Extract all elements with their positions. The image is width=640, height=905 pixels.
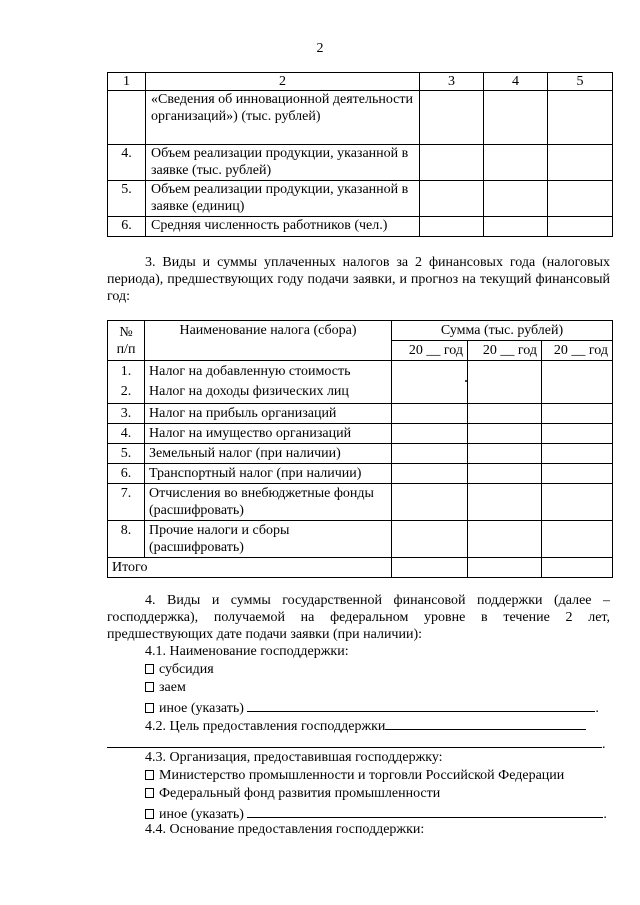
row-number: 5.: [108, 181, 146, 217]
table-row: [108, 444, 613, 464]
value-cell[interactable]: [392, 444, 468, 464]
value-cell[interactable]: [484, 181, 548, 217]
header-cell: 1: [108, 73, 146, 91]
value-cell[interactable]: [542, 444, 613, 464]
row-number: 4.: [108, 145, 146, 181]
option-label: иное (указать): [159, 807, 244, 822]
row-number: 4.: [108, 424, 145, 444]
value-cell[interactable]: [542, 361, 613, 404]
checkbox-icon[interactable]: [145, 788, 154, 798]
table-header-row: [108, 73, 613, 91]
table-row: [108, 404, 613, 424]
option-label: субсидия: [159, 662, 214, 677]
tax-name-2: Налог на доходы физических лиц: [149, 384, 349, 399]
option-label: иное (указать): [159, 701, 244, 716]
option-label: Федеральный фонд развития промышленности: [159, 786, 441, 801]
checkbox-icon[interactable]: [145, 682, 154, 692]
value-cell[interactable]: [420, 217, 484, 237]
period: .: [602, 737, 606, 752]
purpose-input-blank-2[interactable]: [107, 733, 602, 748]
header-cell: 5: [548, 73, 613, 91]
page-number: 2: [316, 41, 324, 56]
value-cell[interactable]: [542, 424, 613, 444]
option-label: заем: [159, 680, 186, 695]
row-name: Отчисления во внебюджетные фонды (расшифровать): [145, 484, 392, 521]
value-cell[interactable]: [392, 521, 468, 558]
section-4-paragraph: 4. Виды и суммы государственной финансовой поддержки (далее – господдержка), получаемой на федеральном уровне в течение 2 лет, предшествующих дате подачи заявки (при наличии):: [107, 593, 610, 642]
value-cell[interactable]: [484, 145, 548, 181]
option-fund[interactable]: [145, 785, 640, 802]
row-name: Налог на имущество организаций: [145, 424, 392, 444]
header-cell: 3: [420, 73, 484, 91]
value-cell[interactable]: [392, 464, 468, 484]
value-cell[interactable]: [468, 444, 542, 464]
option-loan[interactable]: [145, 679, 640, 696]
value-cell[interactable]: [468, 464, 542, 484]
value-cell[interactable]: [542, 558, 613, 578]
row-number-2: 2.: [120, 384, 132, 399]
checkbox-icon[interactable]: [145, 809, 154, 819]
year-header: 20 __ год: [468, 341, 542, 361]
row-name: Транспортный налог (при наличии): [145, 464, 392, 484]
row-name: [145, 361, 392, 404]
value-cell[interactable]: [548, 145, 613, 181]
dot-mark: [465, 380, 467, 382]
taxes-table: [107, 320, 613, 578]
purpose-input-blank[interactable]: [385, 715, 586, 730]
value-cell[interactable]: [468, 361, 542, 404]
value-cell[interactable]: [484, 91, 548, 145]
indicators-table-continued: [107, 72, 613, 237]
table-row: [108, 217, 613, 237]
table-row: [108, 91, 613, 145]
row-number: 6.: [108, 464, 145, 484]
column-header-tax-name: Наименование налога (сбора): [145, 321, 392, 361]
value-cell[interactable]: [542, 464, 613, 484]
table-row: [108, 464, 613, 484]
value-cell[interactable]: [468, 484, 542, 521]
section-4-2-title: 4.2. Цель предоставления господдержки: [145, 719, 386, 734]
value-cell[interactable]: [392, 424, 468, 444]
table-row: [108, 361, 613, 404]
value-cell[interactable]: [548, 217, 613, 237]
value-cell[interactable]: [392, 361, 468, 404]
row-name: Земельный налог (при наличии): [145, 444, 392, 464]
option-ministry[interactable]: [145, 767, 640, 784]
header-cell: 4: [484, 73, 548, 91]
other-org-input-blank[interactable]: [247, 803, 603, 818]
table-row: [108, 145, 613, 181]
period: .: [595, 701, 599, 716]
checkbox-icon[interactable]: [145, 770, 154, 780]
row-number: 7.: [108, 484, 145, 521]
section-3-paragraph: 3. Виды и суммы уплаченных налогов за 2 финансовых года (налоговых периода), предшествующих году подачи заявки, и прогноз на текущий финансовый год:: [107, 255, 610, 304]
row-name: Объем реализации продукции, указанной в заявке (тыс. рублей): [146, 145, 420, 181]
value-cell[interactable]: [542, 404, 613, 424]
option-subsidy[interactable]: [145, 661, 640, 678]
tax-name-1: Налог на добавленную стоимость: [149, 364, 351, 379]
total-label: Итого: [108, 558, 392, 578]
row-number: 8.: [108, 521, 145, 558]
section-4-2-row: [145, 715, 640, 735]
value-cell[interactable]: [484, 217, 548, 237]
row-number: [108, 361, 145, 404]
option-label: Министерство промышленности и торговли Российской Федерации: [159, 768, 565, 783]
row-number: 6.: [108, 217, 146, 237]
value-cell[interactable]: [420, 91, 484, 145]
row-number-1: 1.: [120, 364, 132, 379]
row-number: 5.: [108, 444, 145, 464]
row-name: Налог на прибыль организаций: [145, 404, 392, 424]
table-header-row: [108, 321, 613, 341]
option-other[interactable]: [145, 697, 640, 717]
period: .: [603, 807, 607, 822]
value-cell[interactable]: [468, 404, 542, 424]
row-name: Прочие налоги и сборы (расшифровать): [145, 521, 392, 558]
option-other-org[interactable]: [145, 803, 640, 823]
table-row: [108, 521, 613, 558]
value-cell[interactable]: [420, 181, 484, 217]
value-cell[interactable]: [468, 521, 542, 558]
section-4-1-title: 4.1. Наименование господдержки:: [145, 644, 349, 659]
year-header: 20 __ год: [542, 341, 613, 361]
section-4-3-title: 4.3. Организация, предоставившая господдержку:: [145, 750, 443, 765]
value-cell[interactable]: [392, 558, 468, 578]
table-row: [108, 424, 613, 444]
value-cell[interactable]: [548, 91, 613, 145]
table-row: [108, 181, 613, 217]
value-cell[interactable]: [548, 181, 613, 217]
row-number: [108, 91, 146, 145]
header-cell: 2: [146, 73, 420, 91]
value-cell[interactable]: [468, 424, 542, 444]
section-4-4-title: 4.4. Основание предоставления господдержки:: [145, 822, 425, 837]
total-row: [108, 558, 613, 578]
row-name: «Сведения об инновационной деятельности организаций») (тыс. рублей): [146, 91, 420, 145]
value-cell[interactable]: [392, 484, 468, 521]
row-name: Объем реализации продукции, указанной в заявке (единиц): [146, 181, 420, 217]
column-header-sum: Сумма (тыс. рублей): [392, 321, 613, 341]
year-header: 20 __ год: [392, 341, 468, 361]
checkbox-icon[interactable]: [145, 703, 154, 713]
row-name: Средняя численность работников (чел.): [146, 217, 420, 237]
other-input-blank[interactable]: [247, 697, 595, 712]
table-row: [108, 484, 613, 521]
value-cell[interactable]: [542, 521, 613, 558]
value-cell[interactable]: [468, 558, 542, 578]
value-cell[interactable]: [392, 404, 468, 424]
checkbox-icon[interactable]: [145, 664, 154, 674]
value-cell[interactable]: [542, 484, 613, 521]
column-header-number: № п/п: [108, 321, 145, 361]
value-cell[interactable]: [420, 145, 484, 181]
row-number: 3.: [108, 404, 145, 424]
